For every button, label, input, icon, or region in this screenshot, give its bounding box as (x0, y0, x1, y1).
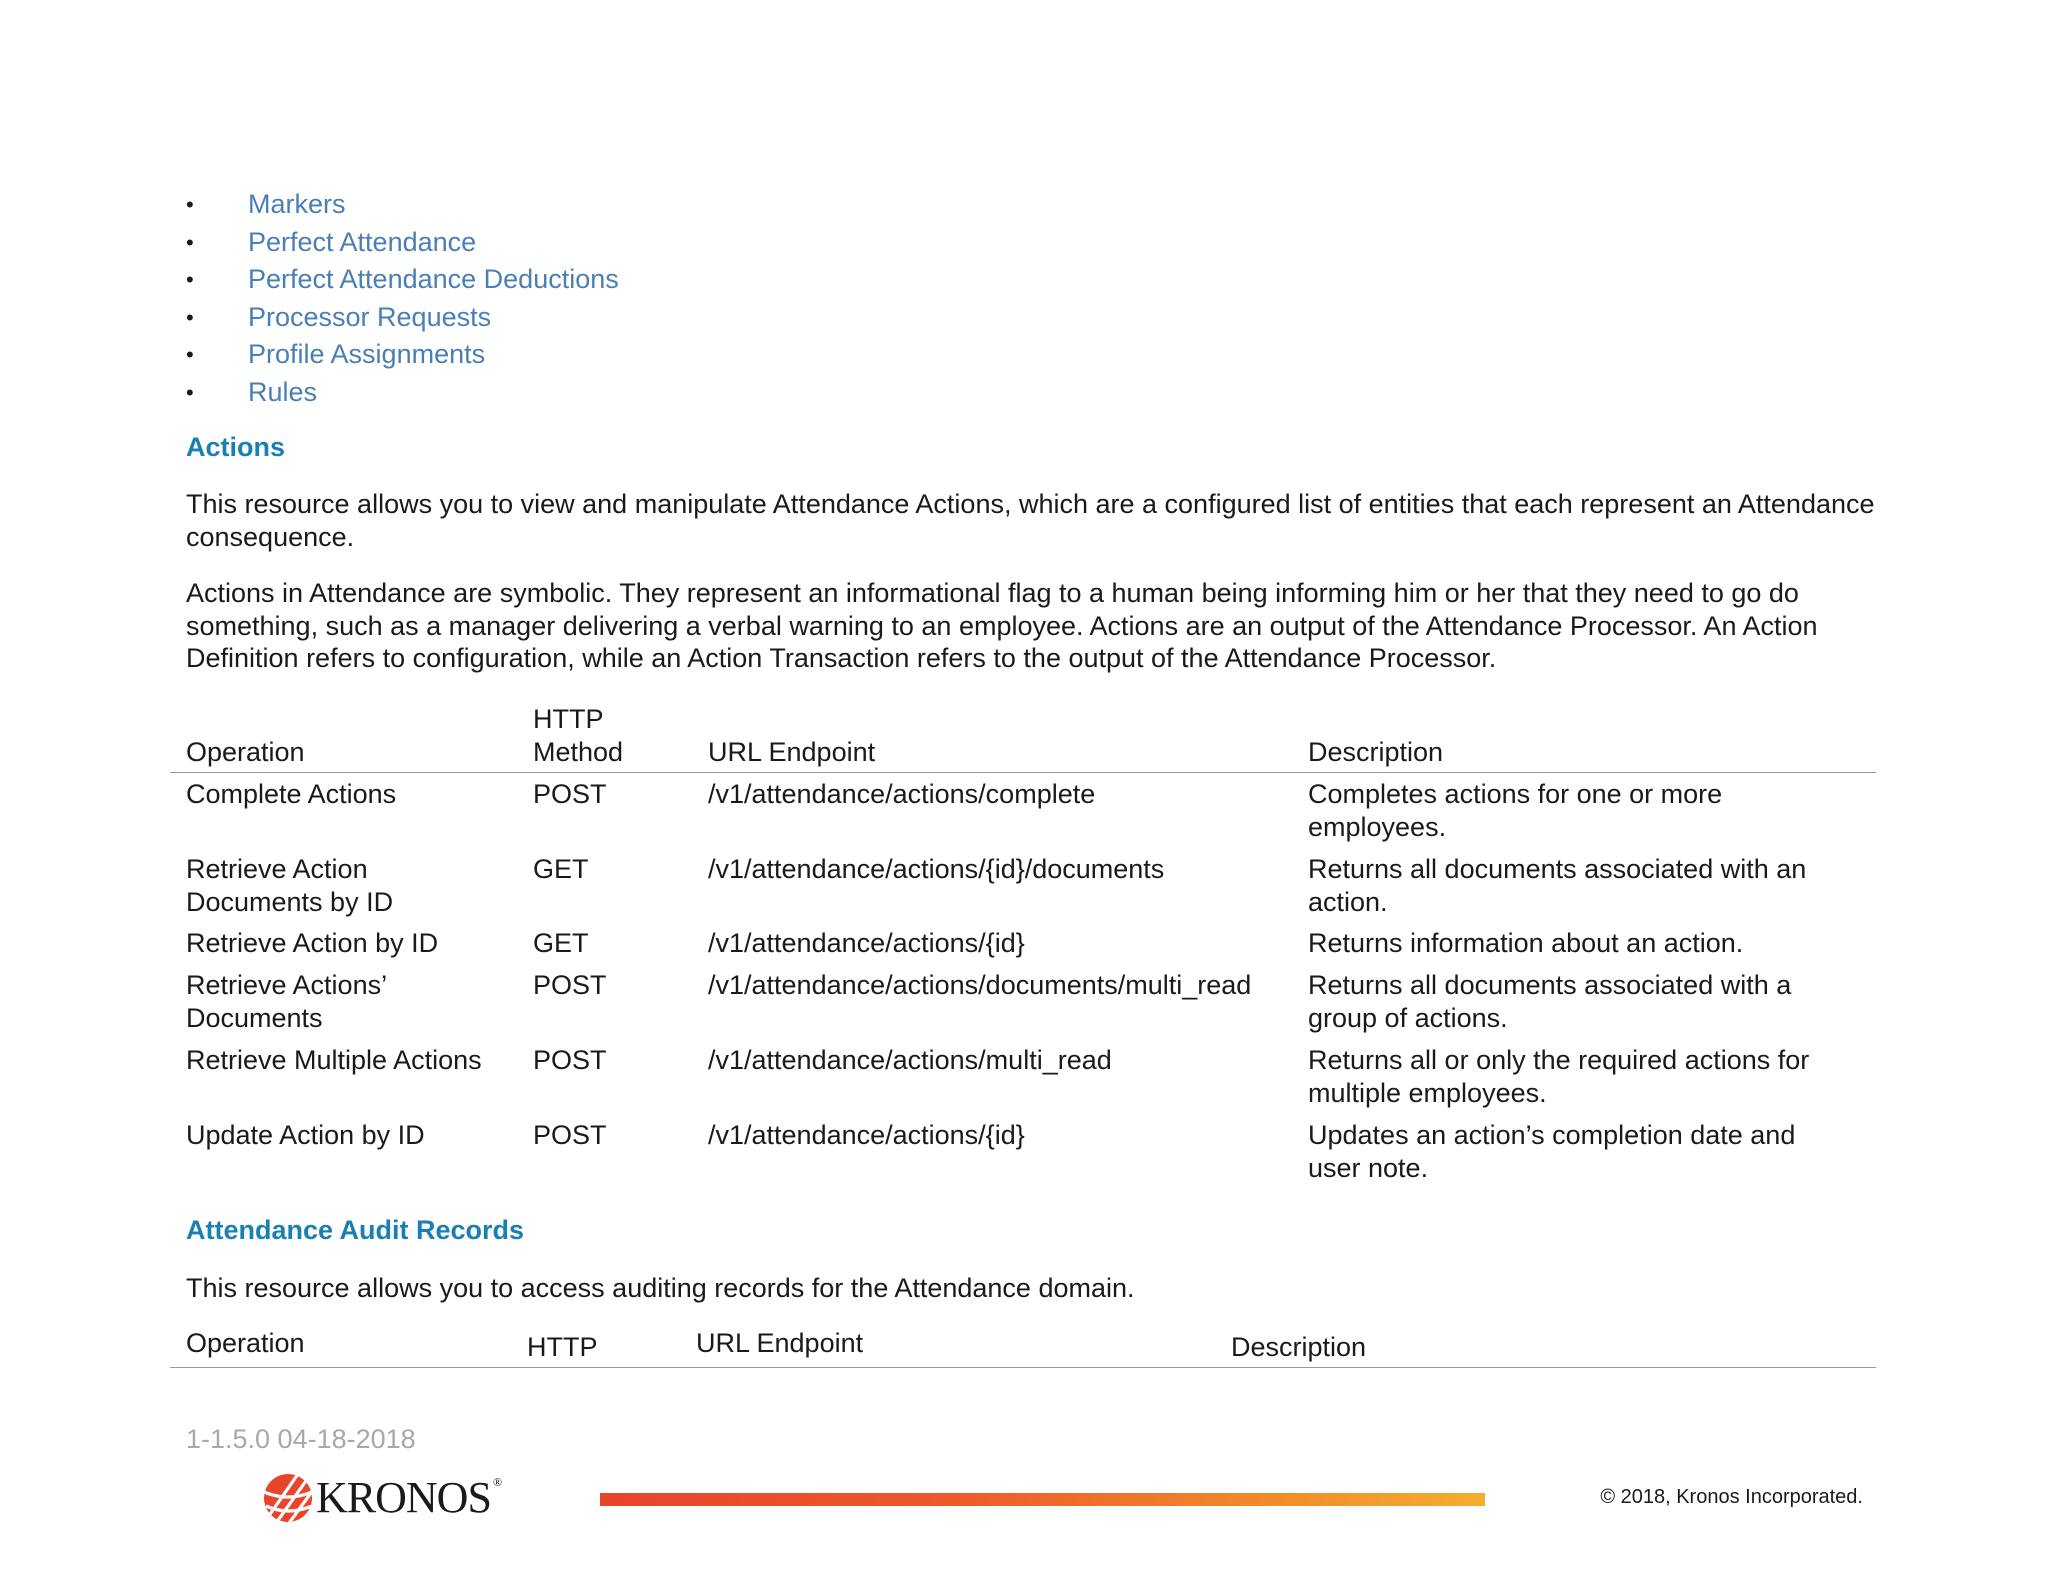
link-markers[interactable]: Markers (248, 189, 346, 219)
bullet: • (186, 192, 194, 217)
document-version: 1-1.5.0 04-18-2018 (186, 1424, 416, 1454)
cell-method: GET (533, 854, 589, 884)
bullet: • (186, 379, 194, 405)
kronos-wordmark-text: KRONOS (316, 1473, 491, 1522)
cell-url: /v1/attendance/actions/{id}/documents (708, 854, 1165, 884)
cell-method: POST (533, 779, 607, 809)
header-url-endpoint: URL Endpoint (708, 737, 876, 767)
cell-operation: Retrieve Action Documents by ID (186, 854, 394, 917)
cell-url: /v1/attendance/actions/documents/multi_read (708, 970, 1252, 1000)
bullet: • (186, 229, 194, 255)
cell-operation: Retrieve Multiple Actions (186, 1045, 482, 1075)
cell-description: Returns all or only the required actions for multiple employees. (1308, 1045, 1810, 1108)
cell-description: Returns all documents associated with an action. (1308, 854, 1807, 917)
link-profile-assignments[interactable]: Profile Assignments (248, 339, 486, 369)
cell-description: Returns all documents associated with a group of actions. (1308, 970, 1792, 1033)
cell-operation: Retrieve Action by ID (186, 928, 439, 958)
link-perfect-attendance-deductions[interactable]: Perfect Attendance Deductions (248, 264, 619, 294)
cell-method: POST (533, 1045, 607, 1075)
header-http: HTTP (527, 1332, 598, 1362)
table-header-row (170, 702, 1876, 773)
header-http: HTTP (533, 704, 604, 734)
cell-method: POST (533, 1120, 607, 1150)
cell-url: /v1/attendance/actions/{id} (708, 1120, 1025, 1150)
cell-operation: Retrieve Actions’ Documents (186, 970, 387, 1033)
cell-url: /v1/attendance/actions/multi_read (708, 1045, 1112, 1075)
bullet: • (186, 304, 194, 330)
actions-intro-paragraph: This resource allows you to view and manipulate Attendance Actions, which are a configured list of entities that each represent an Attendance consequence. (186, 489, 1875, 552)
header-description: Description (1308, 737, 1444, 767)
cell-operation: Complete Actions (186, 779, 397, 809)
copyright-notice: © 2018, Kronos Incorporated. (1600, 1486, 1863, 1508)
bullet: • (186, 342, 194, 367)
link-rules[interactable]: Rules (248, 376, 318, 407)
cell-description: Returns information about an action. (1308, 928, 1744, 958)
cell-method: POST (533, 970, 607, 1000)
cell-operation: Update Action by ID (186, 1120, 425, 1150)
header-description: Description (1231, 1332, 1367, 1362)
cell-method: GET (533, 928, 589, 958)
kronos-logo (262, 1470, 501, 1526)
header-operation: Operation (186, 737, 305, 767)
link-perfect-attendance[interactable]: Perfect Attendance (248, 226, 477, 257)
bullet: • (186, 267, 194, 292)
kronos-wordmark (316, 1473, 502, 1522)
header-operation: Operation (186, 1328, 305, 1358)
audit-records-paragraph: This resource allows you to access auditing records for the Attendance domain. (186, 1273, 1135, 1303)
kronos-globe-icon (262, 1472, 314, 1524)
header-method: Method (533, 737, 624, 767)
footer-gradient-bar (600, 1493, 1485, 1506)
header-url-endpoint: URL Endpoint (696, 1328, 864, 1358)
actions-heading: Actions (186, 432, 286, 462)
actions-detail-paragraph: Actions in Attendance are symbolic. They represent an informational flag to a human being informing him or her that they need to go do something, such as a manager delivering a verbal warning to an employee. Actions are an output of the Attendance Processor. An Action Definition refers to configuration, while an Action Transaction refers to the output of the Attendance Processor. (186, 578, 1818, 673)
cell-description: Completes actions for one or more employees. (1308, 779, 1723, 842)
cell-description: Updates an action’s completion date and user note. (1308, 1120, 1796, 1183)
cell-url: /v1/attendance/actions/{id} (708, 928, 1025, 958)
audit-records-heading: Attendance Audit Records (186, 1215, 525, 1245)
registered-mark: ® (492, 1475, 502, 1489)
table-header-row (170, 1325, 1876, 1368)
link-processor-requests[interactable]: Processor Requests (248, 301, 492, 332)
cell-url: /v1/attendance/actions/complete (708, 779, 1096, 809)
